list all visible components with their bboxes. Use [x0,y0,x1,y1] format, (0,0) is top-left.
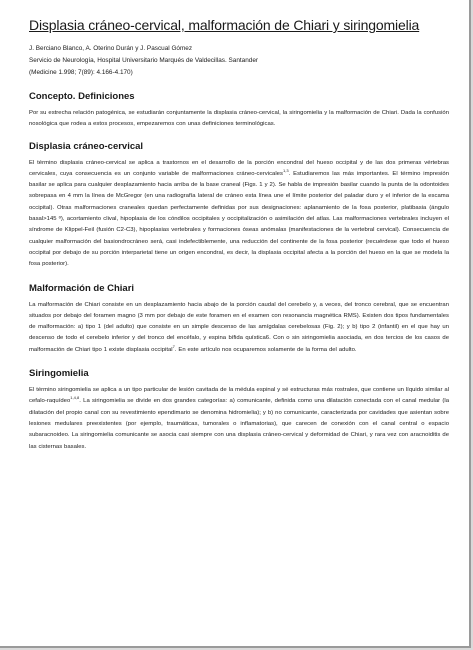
paragraph-text: El término displasia cráneo-cervical se aplica a trastornos en el desarrollo de la porción encondral del hueso occipital y de las dos primeras vértebras cervicales, cuya consecuencia es un conjunto variable de malformaciones cráneo-cervicales [29,159,449,177]
section-heading: Displasia cráneo-cervical [29,140,144,152]
section-paragraph: Por su estrecha relación patogénica, se estudiarán conjuntamente la displasia cráneo-cervical, la siringomielia y la malformación de Chiari. Dada la confusión nosológica que rodea a estos procesos, empezaremos con unas definiciones terminológicas. [29,110,449,128]
citation: (Medicine 1.998; 7(89): 4.166-4.170) [29,69,133,76]
paragraph-text: La malformación de Chiari consiste en un desplazamiento hacia abajo de la porción caudal del cerebelo y, a veces, del tronco cerebral, que se encuentran situados por debajo del foramen magno (3 mm por debajo de este foramen en el examen con resonancia magnética RMS). Existen dos tipos fundamentales de malformación: a) tipo 1 (del adulto) que consiste en un simple descenso de las amígdalas cerebelosas (Fig. 2); y b) tipo 2 (infantil) en el que hay un descenso de todo el cerebelo inferior y del tronco del encéfalo, y espina bífida quística6. Con o sin siringomielia asociada, en dos tercios de los casos de malformación de Chiari tipo 1 existe displasia occipital [29,301,449,353]
affiliation: Servicio de Neurología, Hospital Universitario Marqués de Valdecillas. Santander [29,57,258,64]
article-title: Displasia cráneo-cervical, malformación de Chiari y siringomielia [29,17,420,33]
paragraph-text: El término siringomielia se aplica a un tipo particular de lesión cavitada de la médula espinal y sé estructuras más rostrales, que contiene un líquido similar al cefalo-raquídeo [29,387,449,405]
section-paragraph [29,300,449,356]
authors: J. Berciano Blanco, A. Oterino Durán y J. Pascual Gómez [29,45,193,52]
citation-ref: 1,3 [282,167,289,173]
section-paragraph [29,385,449,453]
paragraph-text: . En este artículo nos ocuparemos solamente de la forma del adulto. [174,346,357,353]
section-heading: Siringomielia [29,368,89,380]
paragraph-text: . Estudiaremos las más importantes. El término impresión basilar se aplica para cualquier desplazamiento hacia arriba de la base craneal (Figs. 1 y 2). Se habla de impresión basilar cuando la punta de la odontoides sobrepasa en 4 mm la línea de McGregor (en una radiografía lateral de cráneo esta línea une el límite posterior del paladar duro y el inferior de la escama occipital). Otras malformaciones craneales quedan perfectamente definidas por sus designaciones: aplanamiento de la fosa posterior, platibasia (ángulo basal>145 º), acortamiento clival, hipoplasia de los cóndilos occipitales y occipitalización o asimilación del atlas. Las malformaciones vertebrales incluyen el síndrome de Klippel-Feil (fusión C2-C3), hipoplasias vertebrales y formaciones óseas anómalas (manifestaciones de la vertebral cervical). Consecuencia de cualquier malformación del basiondrocráneo será, casi indefectiblemente, una reducción del continente de la fosa posterior (recuérdese que todo el hueso occipital por debajo de su porción interparietal tiene un origen encondral, es decir, la displasia occipital afecta a la porción del hueso en la que se modela la fosa posterior). [29,170,449,268]
section-displasia [29,141,449,271]
citation-ref: 7 [172,343,175,349]
section-paragraph [29,158,449,271]
section-concepto [29,91,449,131]
paragraph-text: . La siringomielia se divide en dos grandes categorías: a) comunicante, definida como una dilatación conectada con el canal medular (la dilatación del propio canal con su revestimiento ependimario se denomina hidromielia); y b) no comunicante, caracterizada por cavidades que asientan sobre lesiones medulares preexistentes (por ejemplo, traumáticas, tumorales o inflamatorias), que carecen de conexión con el canal central o espacio subaracnoideo. La siringomielia comunicante se asocia casi siempre con una displasia cráneo-cervical y deformidad de Chiari, y rara vez con aracnoiditis de las cisternas basales. [29,398,449,450]
citation-ref: 1,4,8 [70,395,80,401]
section-siringomielia [29,368,449,453]
section-heading: Concepto. Definiciones [29,91,135,102]
section-chiari [29,283,449,356]
section-heading: Malformación de Chiari [29,282,135,294]
